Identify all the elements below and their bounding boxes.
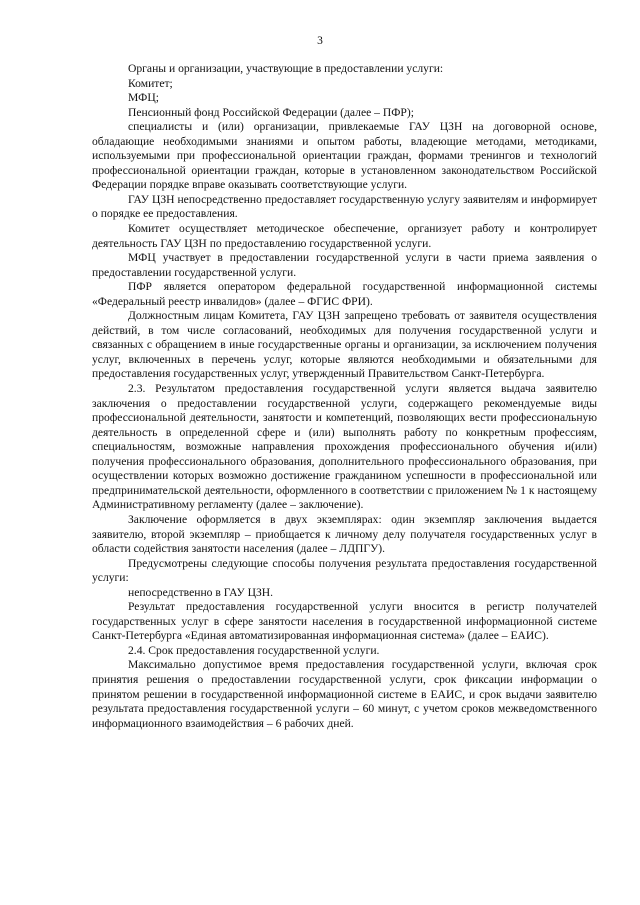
paragraph: Предусмотрены следующие способы получения результата предоставления государственной услуги: [92,556,597,585]
paragraph: Комитет осуществляет методическое обеспечение, организует работу и контролирует деятельность ГАУ ЦЗН по предоставлению государственной услуги. [92,222,597,250]
page-number: 3 [317,35,323,47]
paragraph: ГАУ ЦЗН непосредственно предоставляет государственную услугу заявителям и информирует о порядке ее предоставления. [92,192,597,221]
paragraph: Пенсионный фонд Российской Федерации (далее – ПФР); [128,105,414,119]
paragraph: МФЦ; [128,91,159,105]
paragraph: Комитет; [128,76,173,90]
paragraph: специалисты и (или) организации, привлекаемые ГАУ ЦЗН на договорной основе, обладающие необходимыми знаниями и опытом работы, владеющие методами, методиками, используемыми при профессиональной ориентации граждан, формами тренингов и технологий профессиональной ориентации граждан, которые в установленном законодательством Российской Федерации порядке вправе оказывать соответствующие услуги. [92,120,597,192]
document-body [92,62,597,731]
section-heading: 2.4. Срок предоставления государственной услуги. [128,643,380,657]
section-paragraph: 2.3. Результатом предоставления государственной услуги является выдача заявителю заключения о предоставлении государственной услуги, содержащего рекомендуемые виды профессиональной деятельности, занятости и компетенций, позволяющих вести профессиональную деятельность в определенной сфере и (или) выполнять работу по конкретным профессиям, специальностям, возможные направления прохождения профессионального обучения и(или) получения профессионального образования, дополнительного профессионального образования, при осуществлении которых возможно достижение гражданином успешности в профессиональной или предпринимательской деятельности, оформленного в соответствии с приложением № 1 к настоящему Административному регламенту (далее – заключение). [92,382,597,512]
paragraph: Должностным лицам Комитета, ГАУ ЦЗН запрещено требовать от заявителя осуществления действий, в том числе согласований, необходимых для получения государственной услуги и связанных с обращением в иные государственные органы и организации, за исключением получения услуг, включенных в перечень услуг, которые являются необходимыми и обязательными для предоставления государственных услуг, утвержденный Правительством Санкт-Петербурга. [92,309,597,381]
paragraph: МФЦ участвует в предоставлении государственной услуги в части приема заявления о предоставлении государственной услуги. [92,251,597,279]
paragraph: Органы и организации, участвующие в предоставлении услуги: [128,62,444,75]
paragraph: Заключение оформляется в двух экземплярах: один экземпляр заключения выдается заявителю, второй экземпляр – приобщается к личному делу получателя государственных услуг в области содействия занятости населения (далее – ЛДПГУ). [92,512,597,556]
paragraph: ПФР является оператором федеральной государственной информационной системы «Федеральный реестр инвалидов» (далее – ФГИС ФРИ). [92,280,597,308]
paragraph: Максимально допустимое время предоставления государственной услуги, включая срок принятия решения о предоставлении государственной услуги, срок фиксации информации о принятом решении в государственной информационной системе в ЕАИС, и срок выдачи заявителю результата предоставления государственной услуги – 60 минут, с учетом сроков межведомственного информационного взаимодействия – 6 рабочих дней. [92,658,597,730]
paragraph: Результат предоставления государственной услуги вносится в регистр получателей государственных услуг в сфере занятости населения в государственной информационной системе Санкт-Петербурга «Единая автоматизированная информационная система» (далее – ЕАИС). [92,600,597,643]
paragraph: непосредственно в ГАУ ЦЗН. [128,585,274,599]
